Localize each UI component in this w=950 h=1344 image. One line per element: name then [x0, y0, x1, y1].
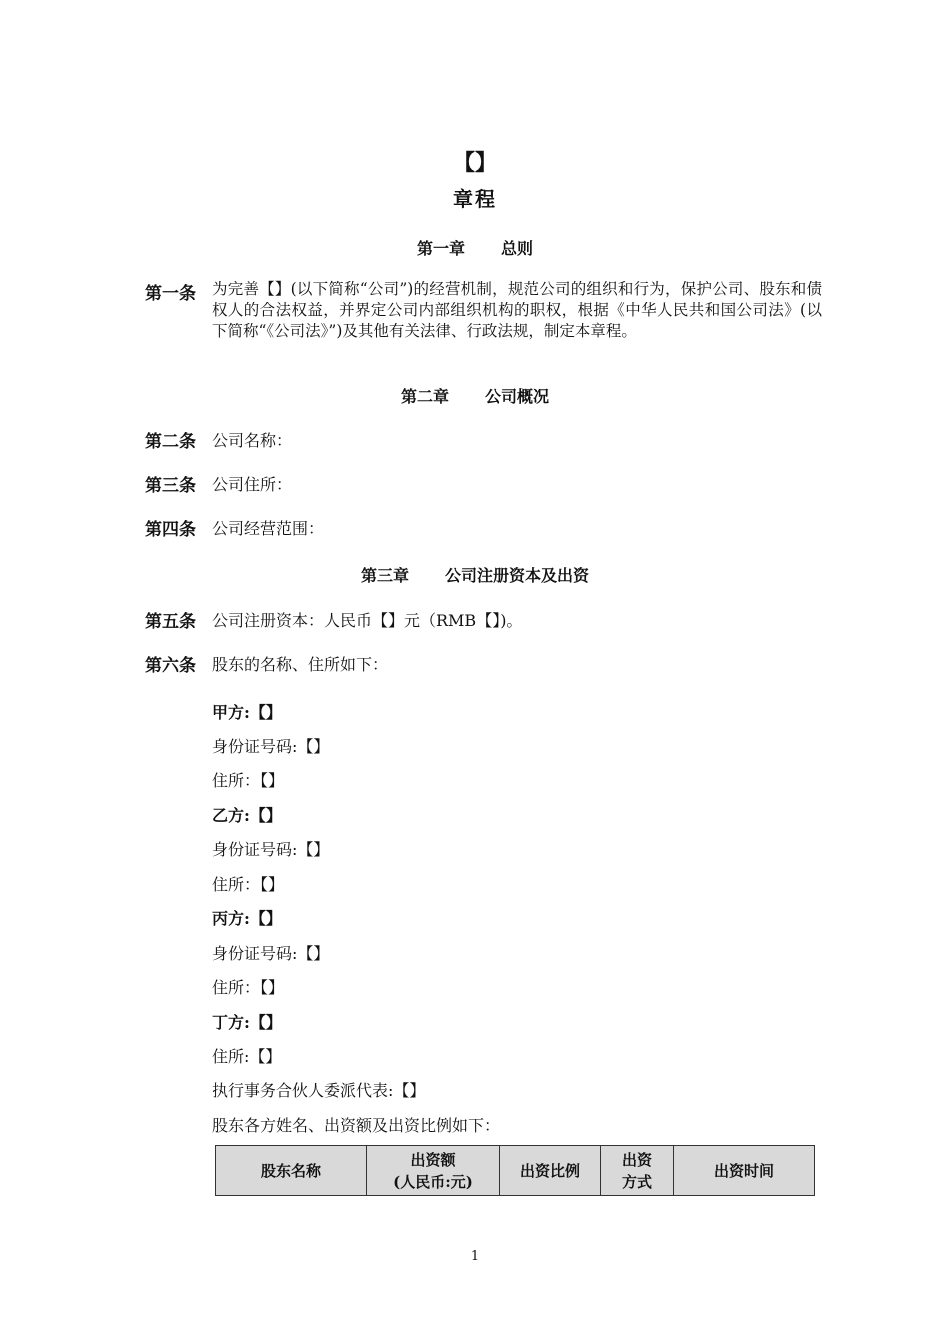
party-ding-label: 丁方:【】	[212, 1013, 282, 1032]
shareholder-table	[215, 1145, 815, 1196]
table-header-row	[216, 1146, 815, 1196]
chapter-2-number: 第二章	[400, 387, 449, 406]
chapter-2-heading	[0, 384, 950, 407]
party-ding-address: 住所:【】	[212, 1047, 282, 1066]
article-5-number: 第五条	[145, 612, 196, 632]
page-number: 1	[470, 1249, 480, 1264]
header-contribution-method	[601, 1146, 674, 1196]
party-yi-id: 身份证号码:【】	[212, 840, 330, 859]
party-bing-label: 丙方:【】	[212, 909, 282, 928]
chapter-1-name: 总则	[501, 239, 534, 258]
article-5-text: 公司注册资本：人民币【】元（RMB【】)。	[212, 611, 523, 630]
chapter-3-name: 公司注册资本及出资	[445, 566, 590, 585]
party-bing-address: 住所：【】	[212, 978, 285, 997]
party-yi-label: 乙方:【】	[212, 806, 282, 825]
party-jia-address: 住所：【】	[212, 771, 285, 790]
article-2-number: 第二条	[145, 432, 196, 452]
article-6-text: 股东的名称、住所如下：	[212, 655, 389, 674]
document-title: 章程	[453, 187, 497, 211]
article-2-text: 公司名称：	[212, 431, 293, 450]
chapter-2-name: 公司概况	[485, 387, 550, 406]
executive-representative: 执行事务合伙人委派代表:【】	[212, 1081, 426, 1100]
chapter-3-heading	[0, 563, 950, 586]
party-bing-id: 身份证号码:【】	[212, 944, 330, 963]
article-1-text: 为完善【】(以下简称“公司”)的经营机制，规范公司的组织和行为，保护公司、股东和债权人的合法权益，并界定公司内部组织机构的职权，根据《中华人民共和国公司法》(以下简称“《公司法》”)及其他有关法律、行政法规，制定本章程。	[212, 280, 822, 340]
article-4-text: 公司经营范围：	[212, 519, 325, 538]
article-6-number: 第六条	[145, 656, 196, 676]
party-yi-address: 住所：【】	[212, 875, 285, 894]
header-amount-line2: (人民币:元)	[393, 1172, 473, 1191]
chapter-1-number: 第一章	[416, 239, 465, 258]
header-method-line1: 出资	[621, 1150, 652, 1169]
shareholder-table-intro: 股东各方姓名、出资额及出资比例如下：	[212, 1116, 501, 1135]
article-4-number: 第四条	[145, 520, 196, 540]
chapter-1-heading	[0, 236, 950, 259]
party-jia-id: 身份证号码:【】	[212, 737, 330, 756]
chapter-3-number: 第三章	[360, 566, 409, 585]
article-1-number: 第一条	[145, 284, 196, 304]
document-bracket: 【】	[452, 150, 497, 176]
header-contribution-amount	[367, 1146, 500, 1196]
header-amount-line1: 出资额	[410, 1150, 456, 1169]
header-contribution-ratio: 出资比例	[500, 1146, 601, 1196]
header-shareholder-name: 股东名称	[216, 1146, 367, 1196]
header-method-line2: 方式	[621, 1172, 652, 1191]
header-contribution-time: 出资时间	[674, 1146, 815, 1196]
article-3-text: 公司住所：	[212, 475, 293, 494]
party-jia-label: 甲方:【】	[212, 703, 282, 722]
article-3-number: 第三条	[145, 476, 196, 496]
